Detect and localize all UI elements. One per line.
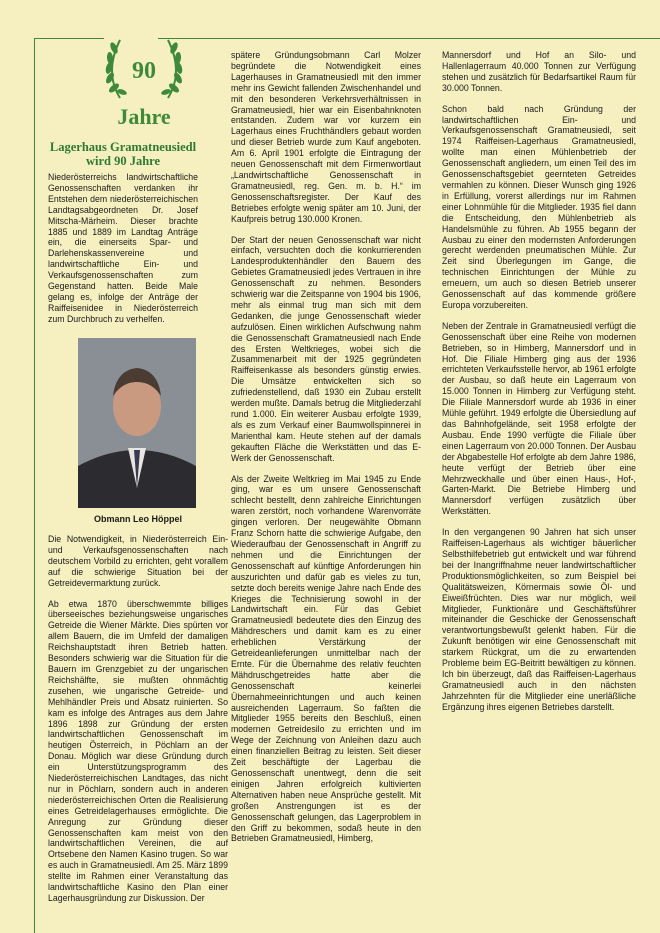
logo-number: 90 [132,58,156,84]
logo-word: Jahre [117,104,171,129]
paragraph: In den vergangenen 90 Jahren hat sich unser Raiffeisen-Lagerhaus als wichtiger bäuerlicher Selbsthilfebetrieb gut entwickelt und war führend bei der Inangriffnahme neuer landwirtschaftlicher Produktionsmöglichkeiten, so zum Beispiel bei Qualitätsweizen, Körnermais sowie Öl- und Eiweißfrüchten. Dies war nur möglich, weil Mitglieder, Funktionäre und Geschäftsführer miteinander die Geschicke der Genossenschaft verantwortungsbewußt gelenkt haben. Für die Zukunft benötigen wir eine Genossenschaft mit starkem Rückgrat, um die zu erwartenden Probleme beim EG-Beitritt bewältigen zu können. Ich bin überzeugt, daß das Raiffeisen-Lagerhaus Gramatneusiedl auch in den nächsten Jahrzehnten für die Mitglieder eine unerläßliche Ergänzung ihres eigenen Betriebes darstellt. [442,527,636,712]
photo-caption: Obmann Leo Höppel [93,514,182,524]
headline-line-1: Lagerhaus Gramatneusiedl [49,140,197,154]
paragraph: Ab etwa 1870 überschwemmte billiges überseeisches beziehungsweise ungarisches Getreide die Wiener Märkte. Dies spürten vor allem Bauern, die im Umfeld der damaligen Reichshauptstadt ihren Betrieb hatten. Besonders schwierig war die Situation für die Bauern im Grenzgebiet zu der ungarischen Reichshälfte, sie mußten ohnmächtig zusehen, wie ungarische Getreide- und Mehlhändler Preis und Absatz ruinierten. So kam es infolge des Antrages aus dem Jahre 1896 1898 zur Gründung der ersten landwirtschaftlichen Genossenschaft im heutigen Österreich, in Pöchlarn an der Donau. Möglich war diese Gründung durch ein Unterstützungsprogramm des Niederösterreichischen Landtages, das nicht nur in Pöchlarn, sondern auch in anderen niederösterreichischen Orten die Realisierung eines Getreidelagerhauses ermöglichte. Die Anregung zur Gründung dieser Genossenschaften kam meist von den landwirtschaftlichen Vereinen, die auf Ortsebene den Namen Kasino trugen. So war es auch in Gramatneusiedl. Am 25. März 1899 stellte im Rahmen einer Veranstaltung das landwirtschaftliche Kasino den Plan einer Lagerhausgründung zur Diskussion. Der [48,598,228,903]
paragraph: Die Notwendigkeit, in Niederösterreich Ein- und Verkaufsgenossenschaften nach deutschem Vorbild zu errichten, geht vorallem auf die schwierige Situation bei der Getreidevermarktung zurück. [48,534,228,588]
left-divider [34,38,35,933]
column-3 [442,50,636,723]
headline-line-2: wird 90 Jahre [85,154,161,168]
paragraph: Schon bald nach Gründung der landwirtschaftlichen Ein- und Verkaufsgenossenschaft Gramatneusiedl, seit 1974 Raiffeisen-Lagerhaus Gramatneusiedl, wollte man einen Mühlenbetrieb der Genossenschaft angliedern, um einen Teil des im Genossenschaftsgebiet geernteten Getreides vermahlen zu können. Dieser Wunsch ging 1926 in Erfüllung, vorerst allerdings nur im Rahmen einer Lohnmühle für die Mitglieder. 1935 fiel dann die Entscheidung, den Mühlenbetrieb als Handelsmühle zu führen. Ab 1955 begann der Ausbau zu einer den modernsten Anforderungen gerecht werdenden pneumatischen Mühle. Zur Zeit sind Überlegungen im Gange, die technischen Einrichtungen der Mühle zu erneuern, um auch so diesen Betrieb unserer Genossenschaft auf das kommende größere Europa vorzubereiten. [442,103,636,310]
paragraph: Niederösterreichs landwirtschaftliche Genossenschaften verdanken ihr Entstehen dem niederösterreichischen Landtagsabgeordneten Dr. Josef Mitscha-Märheim. Dieser brachte 1885 und 1889 im Landtag Anträge ein, die einerseits Spar- und Darlehenskassenvereine und landwirtschaftliche Ein- und Verkaufsgenossenschaften zum Gegenstand hatten. Beide Male gelang es, infolge der Anträge der Raiffeisenidee in Niederösterreich zum Durchbruch zu verhelfen. [48,172,198,324]
anniversary-laurel-logo [98,28,190,132]
paragraph: Mannersdorf und Hof an Silo- und Hallenlagerraum 40.000 Tonnen zur Verfügung stehen und zusätzlich für Bedarfsartikel Raum für 30.000 Tonnen. [442,50,636,93]
paragraph: Neben der Zentrale in Gramatneusiedl verfügt die Genossenschaft über eine Reihe von modernen Betrieben, so in Himberg, Mannersdorf und in Hof. Die Filiale Himberg ging aus der 1936 errichteten Verkaufsstelle hervor, ab 1961 erfolgte der Ausbau, so daß heute ein Lagerraum von 15.000 Tonnen in Himberg zur Verfügung steht. Die Filiale Mannersdorf wurde ab 1936 in einer Mühle geführt. 1949 erfolgte die Übersiedlung auf das Bahnhofgelände, seit 1958 erfolgte der Ausbau. Ende 1990 verfügte die Filiale über einen Lagerraum von 20.000 Tonnen. Der Ausbau der Abgabestelle Hof erfolgte ab dem Jahre 1986, heute verfügt der Betrieb über eine Mehrzweckhalle und über einen Haus-, Hof-, Garten-Markt. Die Betriebe Himberg und Mannersdorf verfügen zusätzlich über Werkstätten. [442,320,636,517]
paragraph: spätere Gründungsobmann Carl Molzer begründete die Notwendigkeit eines Lagerhauses in Gramatneusiedl mit den immer mehr ins Gewicht fallenden Zwischenhandel und mit den besonderen Verkehrsverhältnissen in Gramatneusiedl, hier war ein Eisenbahnknoten entstanden. Zudem war vor kurzem ein Lagerhaus eines Fruchthändlers gebaut worden und dieser Betrieb wurde zum Kauf angeboten. Am 6. April 1901 erfolgte die Eintragung der neuen Genossenschaft mit dem Firmenwortlaut „Landwirtschaftliche Genossenschaft in Gramatneusiedl, reg. Gen. m. b. H.“ im Genossenschaftsregister. Der Kauf des Betriebes erfolgte wenig später am 10. Juni, der Kaufpreis betrug 130.000 Kronen. [231,50,421,224]
portrait-photo [78,338,196,508]
left-divider-cap [34,38,104,39]
column-1-bottom [48,534,228,914]
paragraph: Der Start der neuen Genossenschaft war nicht einfach, versuchten doch die konkurrierenden Landesproduktenhändler den Bauern des Gebietes Gramatneusiedl jedes Vertrauen in ihre Genossenschaft zu nehmen. Besonders schwierig war die Zeitspanne von 1904 bis 1906, mehr als einmal trug man sich mit dem Gedanken, die junge Genossenschaft wieder aufzulösen. Einen wirklichen Aufschwung nahm die Genossenschaft Gramatneusiedl nach Ende des Ersten Weltkrieges, wobei sich die Zusammenarbeit mit der 1925 gegründeten Raiffeisenkasse als besonders günstig erwies. Die Umsätze entwickelten sich so zufriedenstellend, daß 1930 ein Zubau erstellt werden mußte. Damals betrug die Mitgliederzahl rund 1.000. Ein weiterer Ausbau erfolgte 1939, als es zum Verkauf einer Baumwollspinnerei in Marienthal kam. Heute stehen auf der damals gekauften Fläche die Werkstätten und das E-Werk der Genossenschaft. [231,234,421,463]
article-headline [48,140,198,168]
top-divider [158,38,660,39]
column-2 [231,50,421,854]
paragraph: Als der Zweite Weltkrieg im Mai 1945 zu Ende ging, war es um unsere Genossenschaft schlecht bestellt, denn zahlreiche Einrichtungen waren zerstört, noch vorhandene Warenvorräte gingen verloren. Der neugewählte Obmann Franz Schorn hatte die schwierige Aufgabe, den Wiederaufbau der Genossenschaft in Angriff zu nehmen und die Einrichtungen der Genossenschaft auf künftige Anforderungen hin auszurichten und dafür gab es vieles zu tun, setzte doch bereits wenige Jahre nach Ende des Krieges die Technisierung sowohl in der Landwirtschaft ein. Für das Gebiet Gramatneusiedl bedeutete dies den Einzug des Mähdreschers und damit kam es zu einer erheblichen Verstärkung der Getreideanlieferungen unmittelbar nach der Ernte. Für die Übernahme des relativ feuchten Mähdruschgetreides hatte aber die Genossenschaft keinerlei Übernahmeeinrichtungen und auch keinen ausreichenden Lagerraum. So faßten die Mitglieder 1955 bereits den Beschluß, einen modernen Getreidesilo zu errichten und im Wege der Zeichnung von Anleihen dazu auch einen finanziellen Beitrag zu leisten. Seit dieser Zeit beschäftigte der Lagerbau die Genossenschaft unentwegt, denn die seit einigen Jahren erfolgreich kultivierten Alternativen haben neue Ansprüche gestellt. Mit großen Anstrengungen ist es der Genossenschaft gelungen, das Lagerproblem in den Griff zu bekommen, sodaß heute in den Betrieben Gramatneusiedl, Himberg, [231,473,421,844]
column-1-top [48,140,198,335]
